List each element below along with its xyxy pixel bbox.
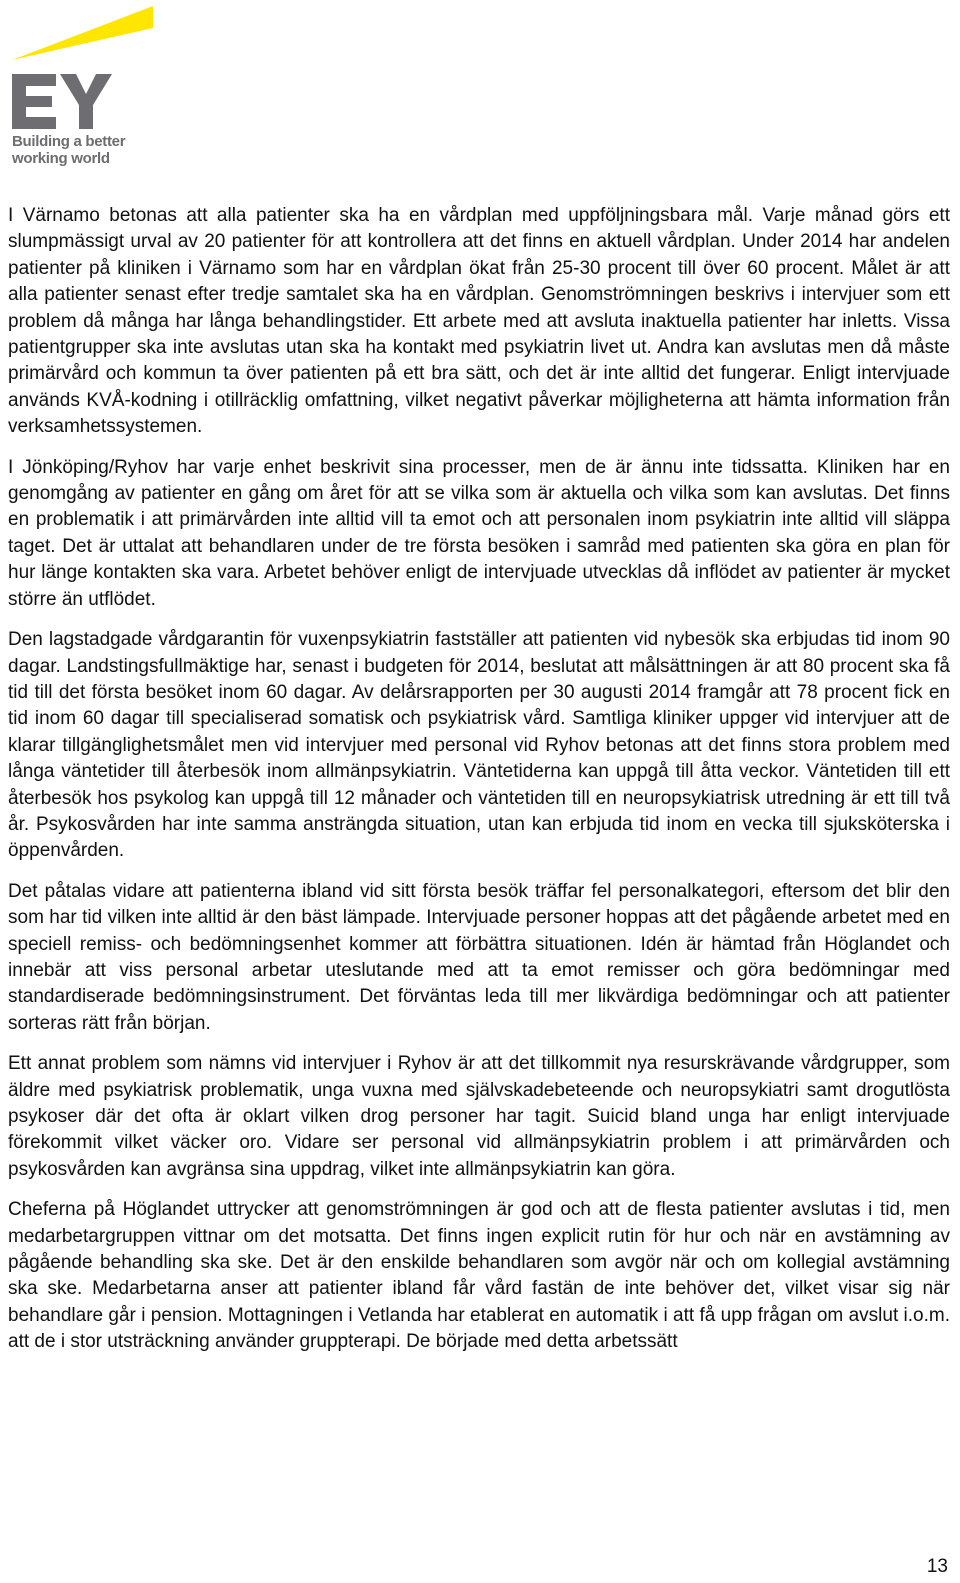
ey-logo-mark: [10, 4, 160, 134]
paragraph-hoglandet: Cheferna på Höglandet uttrycker att genomströmningen är god och att de flesta patienter avslutas i tid, men medarbetargruppen vittnar om det motsatta. Det finns ingen explicit rutin för hur och när en avstämning av pågående behandling ska ske. Det är den enskilde behandlaren som avgör när och om kollegial avstämning ska ske. Medarbetarna anser att patienter ibland får vård fastän de inte behöver det, vilket visar sig när behandlare går i pension. Mottagningen i Vetlanda har etablerat en automatik i att få upp frågan om avslut i.o.m. att de i stor utsträckning använder gruppterapi. De började med detta arbetssätt: [8, 1199, 950, 1353]
ey-tagline-line-2: working world: [12, 150, 110, 167]
paragraph-vardgaranti: Den lagstadgade vårdgarantin för vuxenpsykiatrin fastställer att patienten vid nybesök ska erbjudas tid inom 90 dagar. Landstingsfullmäktige har, senast i budgeten för 2014, beslutat att målsättningen är att 80 procent ska få tid till det första besöket inom 60 dagar. Av delårsrapporten per 30 augusti 2014 framgår att 78 procent fick en tid inom 60 dagar till specialiserad somatisk och psykiatrisk vård. Samtliga kliniker uppger vid intervjuer att de klarar tillgänglighetsmålet men vid intervjuer med personal vid Ryhov betonas att det finns stora problem med långa väntetider till återbesök inom allmänpsykiatrin. Väntetiderna kan uppgå till åtta veckor. Väntetiden till ett återbesök hos psykolog kan uppgå till 12 månader och väntetiden till en neuropsykiatrisk utredning är ett till två år. Psykosvården har inte samma ansträngda situation, utan kan erbjuda tid inom en vecka till sjuksköterska i öppenvården.: [8, 629, 950, 862]
page-number: 13: [926, 1556, 948, 1577]
document-body: [8, 203, 950, 1370]
paragraph-varnamo: I Värnamo betonas att alla patienter ska ha en vårdplan med uppföljningsbara mål. Varje månad görs ett slumpmässigt urval av 20 patienter för att kontrollera att det finns en aktuell vårdplan. Under 2014 har andelen patienter på kliniken i Värnamo som har en vårdplan ökat från 25-30 procent till över 60 procent. Målet är att alla patienter senast efter tredje samtalet ska ha en vårdplan. Genomströmningen beskrivs i intervjuer som ett problem då många har långa behandlingstider. Ett arbete med att avsluta inaktuella patienter har inletts. Vissa patientgrupper ska inte avslutas utan ska ha kontakt med psykiatrin livet ut. Andra kan avslutas men då måste primärvård och kommun ta över patienten på ett bra sätt, och det är inte alltid det fungerar. Enligt intervjuade används KVÅ-kodning i otillräcklig omfattning, vilket negativt påverkar möjligheterna att hämta information från verksamhetssystemen.: [8, 205, 950, 438]
paragraph-resurskravande-vardgrupper: Ett annat problem som nämns vid intervjuer i Ryhov är att det tillkommit nya resurskrävande vårdgrupper, som äldre med psykiatrisk problematik, unga vuxna med självskadebeteende och neuropsykiatri samt drogutlösta psykoser där det ofta är oklart vilken drog personer har tagit. Suicid bland unga har enligt intervjuade förekommit vilket väcker oro. Vidare ser personal vid allmänpsykiatrin problem i att primärvården och psykosvården kan avgränsa sina uppdrag, vilket inte allmänpsykiatrin kan göra.: [8, 1053, 950, 1180]
paragraph-personalkategori: Det påtalas vidare att patienterna ibland vid sitt första besök träffar fel personalkategori, eftersom det blir den som har tid vilken inte alltid är den bäst lämpade. Intervjuade personer hoppas att det pågående arbetet med en speciell remiss- och bedömningsenhet kommer att förbättra situationen. Idén är hämtad från Höglandet och innebär att viss personal arbetar uteslutande med att ta emot remisser och göra bedömningar med standardiserade bedömningsinstrument. Det förväntas leda till mer likvärdiga bedömningar och att patienter sorteras rätt från början.: [8, 880, 950, 1034]
ey-tagline-line-1: Building a better: [12, 133, 126, 150]
ey-logo: [10, 4, 160, 174]
paragraph-jonkoping-ryhov: I Jönköping/Ryhov har varje enhet beskrivit sina processer, men de är ännu inte tidssatta. Kliniken har en genomgång av patienter en gång om året för att se vilka som är aktuella och vilka som kan avslutas. Det finns en problematik i att primärvården inte alltid vill ta emot och att personalen inom psykiatrin inte alltid vill släppa taget. Det är uttalat att behandlaren under de tre första besöken i samråd med patienten ska göra en plan för hur länge kontakten ska vara. Arbetet behöver enligt de intervjuade utvecklas då inflödet av patienter är mycket större än utflödet.: [8, 456, 950, 610]
ey-logo-tagline: [12, 133, 125, 167]
